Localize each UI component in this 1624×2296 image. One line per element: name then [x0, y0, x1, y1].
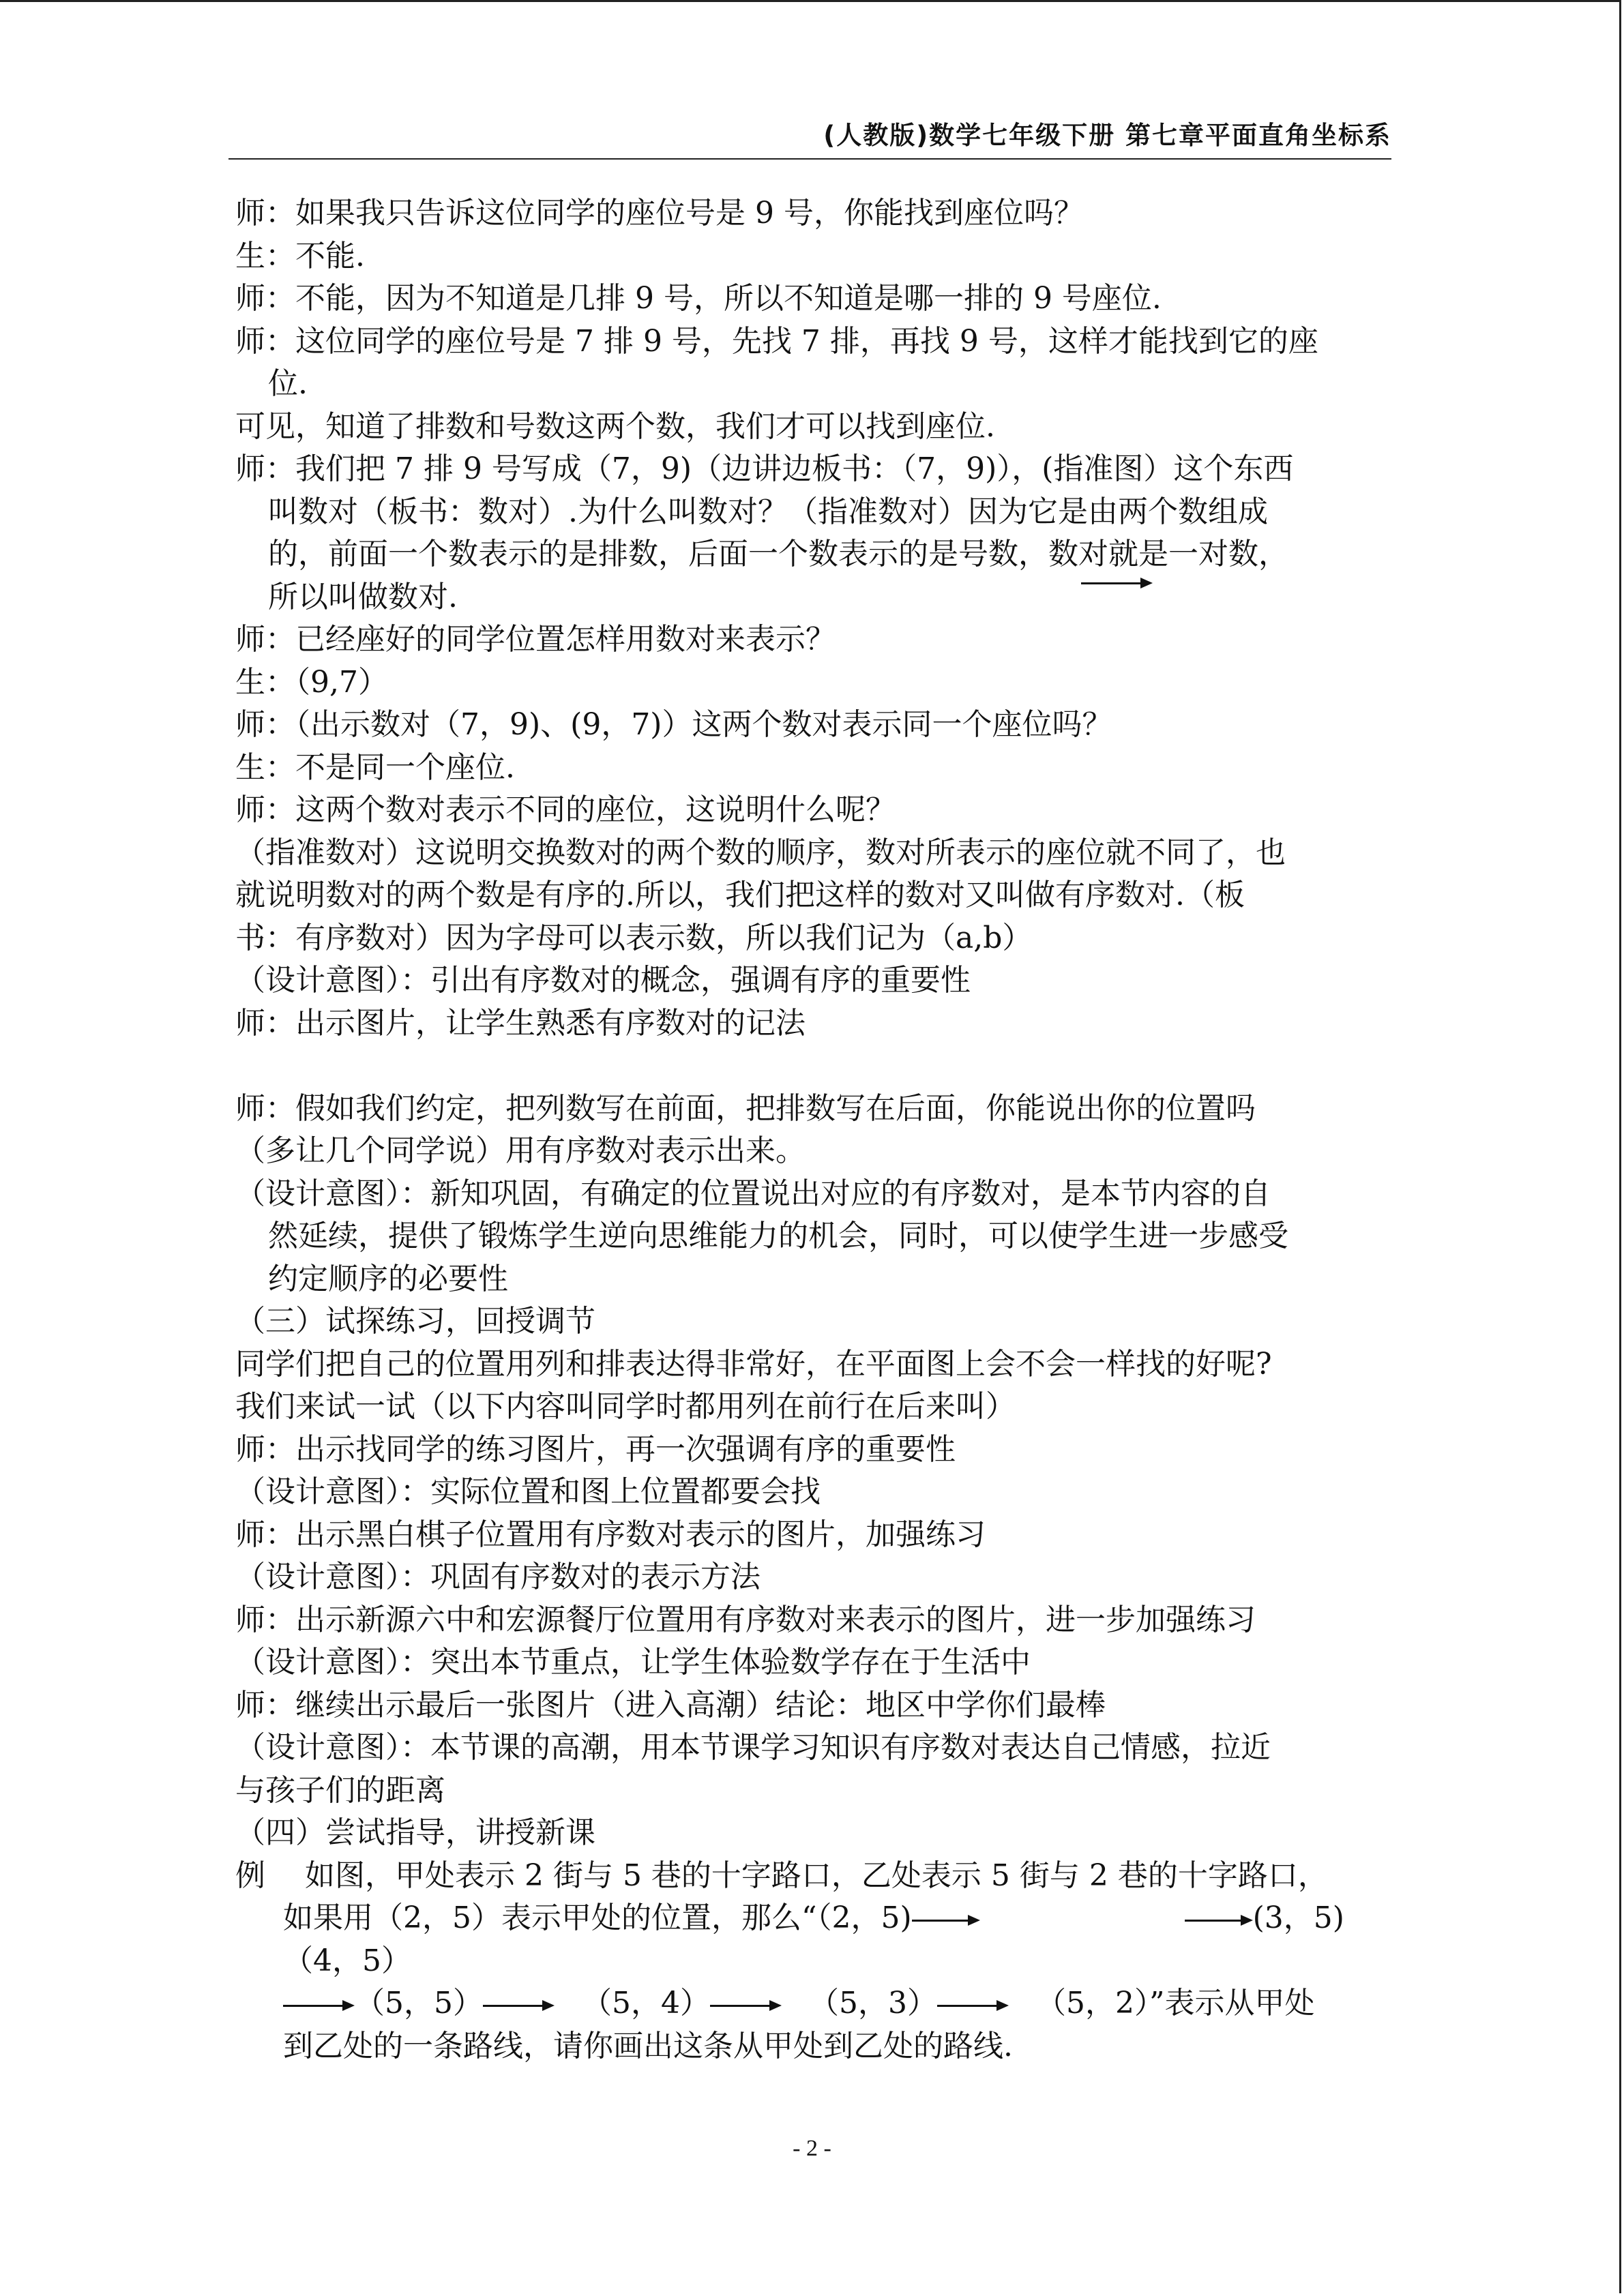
text-line: 师：出示图片，让学生熟悉有序数对的记法 [235, 1005, 806, 1041]
example-line: 例 如图，甲处表示 2 街与 5 巷的十字路口，乙处表示 5 街与 2 巷的十字路口， [235, 1858, 1328, 1893]
document-body [235, 192, 1395, 2068]
text-line: 然延续，提供了锻炼学生逆向思维能力的机会，同时，可以使学生进一步感受 [268, 1219, 1288, 1253]
text-line: 师：（出示数对（7，9)、(9，7)）这两个数对表示同一个座位吗？ [235, 707, 1112, 742]
text-line: （指准数对）这说明交换数对的两个数的顺序，数对所表示的座位就不同了，也 [235, 835, 1286, 870]
text-line: 师：已经座好的同学位置怎样用数对来表示？ [235, 622, 836, 657]
text-line: 同学们把自己的位置用列和排表达得非常好，在平面图上会不会一样找的好呢? [235, 1346, 1272, 1382]
example-text: (3，5) [1252, 1900, 1344, 1935]
blank-line [235, 1045, 1395, 1088]
text-line: （多让几个同学说）用有序数对表示出来。 [235, 1133, 806, 1168]
example-text: （5，3） [809, 1986, 937, 2021]
text-line: 与孩子们的距离 [235, 1772, 445, 1808]
text-line: 约定顺序的必要性 [268, 1261, 508, 1296]
text-line: 的，前面一个数表示的是排数，后面一个数表示的是号数，数对就是一对数， [268, 537, 1288, 571]
example-text: （5，4） [582, 1986, 710, 2021]
example-text: （5，5） [355, 1986, 483, 2021]
header-rule [228, 158, 1391, 160]
text-line: 位. [268, 366, 308, 401]
arrow-icon [483, 1999, 555, 2012]
arrow-icon [1081, 576, 1153, 590]
text-line: （设计意图）：实际位置和图上位置都要会找 [235, 1474, 821, 1509]
text-line: 所以叫做数对. [268, 579, 458, 614]
page-header: (人教版)数学七年级下册 第七章平面直角坐标系 [823, 121, 1391, 150]
text-line: 师：不能，因为不知道是几排 9 号，所以不知道是哪一排的 9 号座位. [235, 281, 1162, 316]
text-line: 就说明数对的两个数是有序的.所以，我们把这样的数对又叫做有序数对.（板 [235, 878, 1245, 912]
arrow-icon [710, 1999, 782, 2012]
example-text: （5，2）”表示从甲处 [1036, 1986, 1315, 2021]
text-line: 师：出示新源六中和宏源餐厅位置用有序数对来表示的图片，进一步加强练习 [235, 1602, 1256, 1637]
text-line: 师：出示找同学的练习图片，再一次强调有序的重要性 [235, 1431, 956, 1467]
section-heading: （三）试探练习，回授调节 [235, 1304, 595, 1339]
arrow-icon [937, 1999, 1009, 2012]
section-heading: （四）尝试指导，讲授新课 [235, 1815, 595, 1850]
example-line [235, 1897, 1395, 1940]
text-line: 叫数对（板书：数对）.为什么叫数对？（指准数对）因为它是由两个数组成 [268, 494, 1268, 529]
text-line: （设计意图）：新知巩固，有确定的位置说出对应的有序数对，是本节内容的自 [235, 1176, 1271, 1211]
text-line: 师：假如我们约定，把列数写在前面，把排数写在后面，你能说出你的位置吗 [235, 1090, 1256, 1126]
text-line: （设计意图）：突出本节重点，让学生体验数学存在于生活中 [235, 1645, 1031, 1680]
text-line: 可见，知道了排数和号数这两个数，我们才可以找到座位. [235, 408, 995, 444]
example-line: 到乙处的一条路线，请你画出这条从甲处到乙处的路线. [283, 2028, 1013, 2063]
text-line: （设计意图）：巩固有序数对的表示方法 [235, 1560, 761, 1594]
text-line: 生：（9,7） [235, 664, 388, 700]
text-line: （设计意图）：本节课的高潮，用本节课学习知识有序数对表达自己情感，拉近 [235, 1730, 1271, 1765]
text-line: 师：这位同学的座位号是 7 排 9 号，先找 7 排，再找 9 号，这样才能找到它的座 [235, 323, 1318, 359]
text-line: 师：如果我只告诉这位同学的座位号是 9 号，你能找到座位吗？ [235, 196, 1084, 230]
text-line: 生：不能. [235, 238, 365, 273]
text-line: 师：这两个数对表示不同的座位，这说明什么呢？ [235, 792, 896, 827]
arrow-icon [912, 1913, 980, 1927]
text-line: 书：有序数对）因为字母可以表示数，所以我们记为（a,b） [235, 920, 1033, 955]
arrow-icon [283, 1999, 355, 2012]
page-number: - 2 - [793, 2136, 831, 2161]
example-line: （4，5） [283, 1943, 411, 1978]
text-line: 师：继续出示最后一张图片（进入高潮）结论：地区中学你们最棒 [235, 1687, 1106, 1723]
arrow-icon [1185, 1913, 1253, 1927]
text-line: 师：出示黑白棋子位置用有序数对表示的图片，加强练习 [235, 1517, 986, 1552]
text-line: 生：不是同一个座位. [235, 749, 515, 785]
text-line: 我们来试一试（以下内容叫同学时都用列在前行在后来叫） [235, 1389, 1016, 1424]
example-line [235, 1982, 1395, 2025]
example-text: 如果用（2，5）表示甲处的位置，那么“（2，5) [283, 1900, 912, 1935]
text-line: （设计意图）：引出有序数对的概念，强调有序的重要性 [235, 963, 971, 998]
text-line: 师：我们把 7 排 9 号写成（7，9)（边讲边板书：（7，9)），(指准图）这个东西 [235, 451, 1294, 486]
